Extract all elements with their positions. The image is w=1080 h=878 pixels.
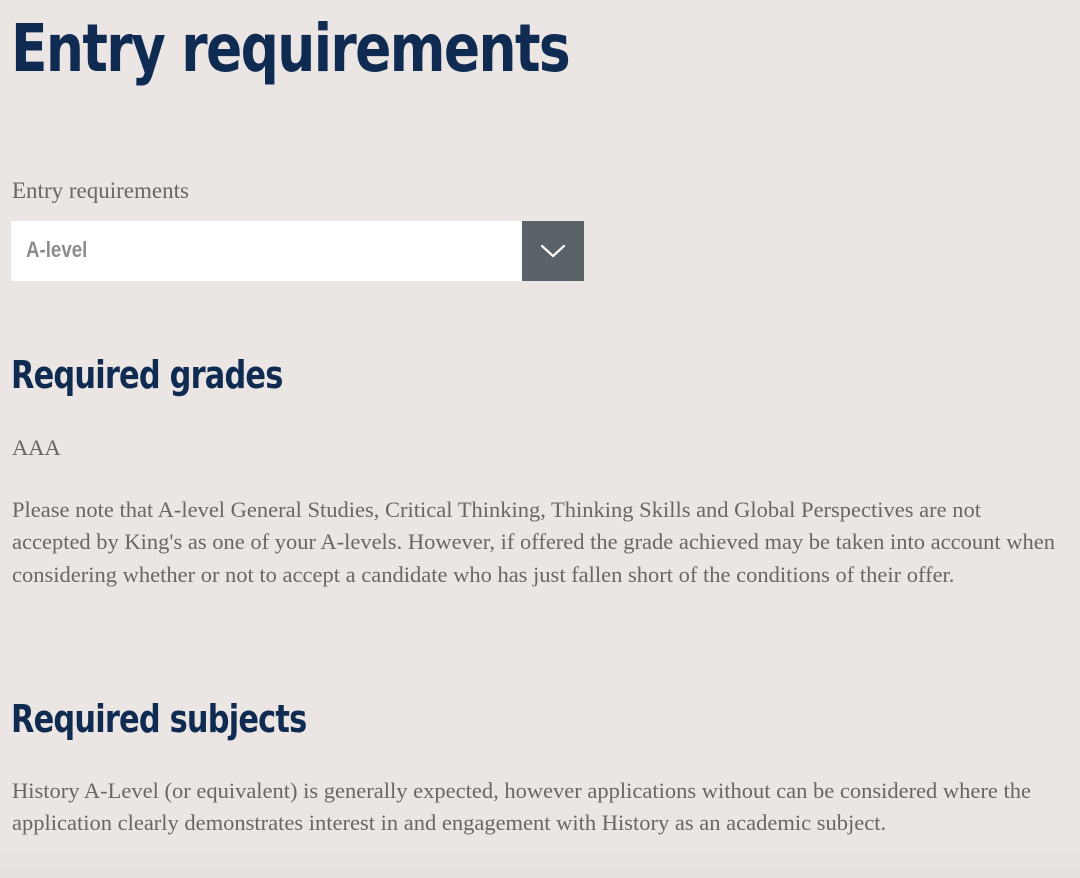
entry-requirements-select-label: Entry requirements [12,178,189,203]
required-grades-heading: Required grades [11,353,283,397]
required-subjects-heading: Required subjects [11,697,307,741]
chevron-down-icon [540,243,566,259]
select-selected-value: A-level [26,237,88,262]
dropdown-toggle-button[interactable] [522,221,584,281]
required-grades-note: Please note that A-level General Studies, Critical Thinking, Thinking Skills and Global Perspectives are not accepted by King's as one of your A-levels. However, if offered the grade achieved may be taken into account when considering whether or not to accept a candidate who has just fallen short of the conditions of their offer. [12,497,1055,587]
bottom-shade [0,838,1080,878]
page-title: Entry requirements [11,10,570,87]
required-subjects-text: History A-Level (or equivalent) is generally expected, however applications without can be considered where the application clearly demonstrates interest in and engagement with History as an academic subject. [12,778,1032,836]
required-grades-value: AAA [12,435,61,460]
entry-requirements-select[interactable] [11,221,584,281]
